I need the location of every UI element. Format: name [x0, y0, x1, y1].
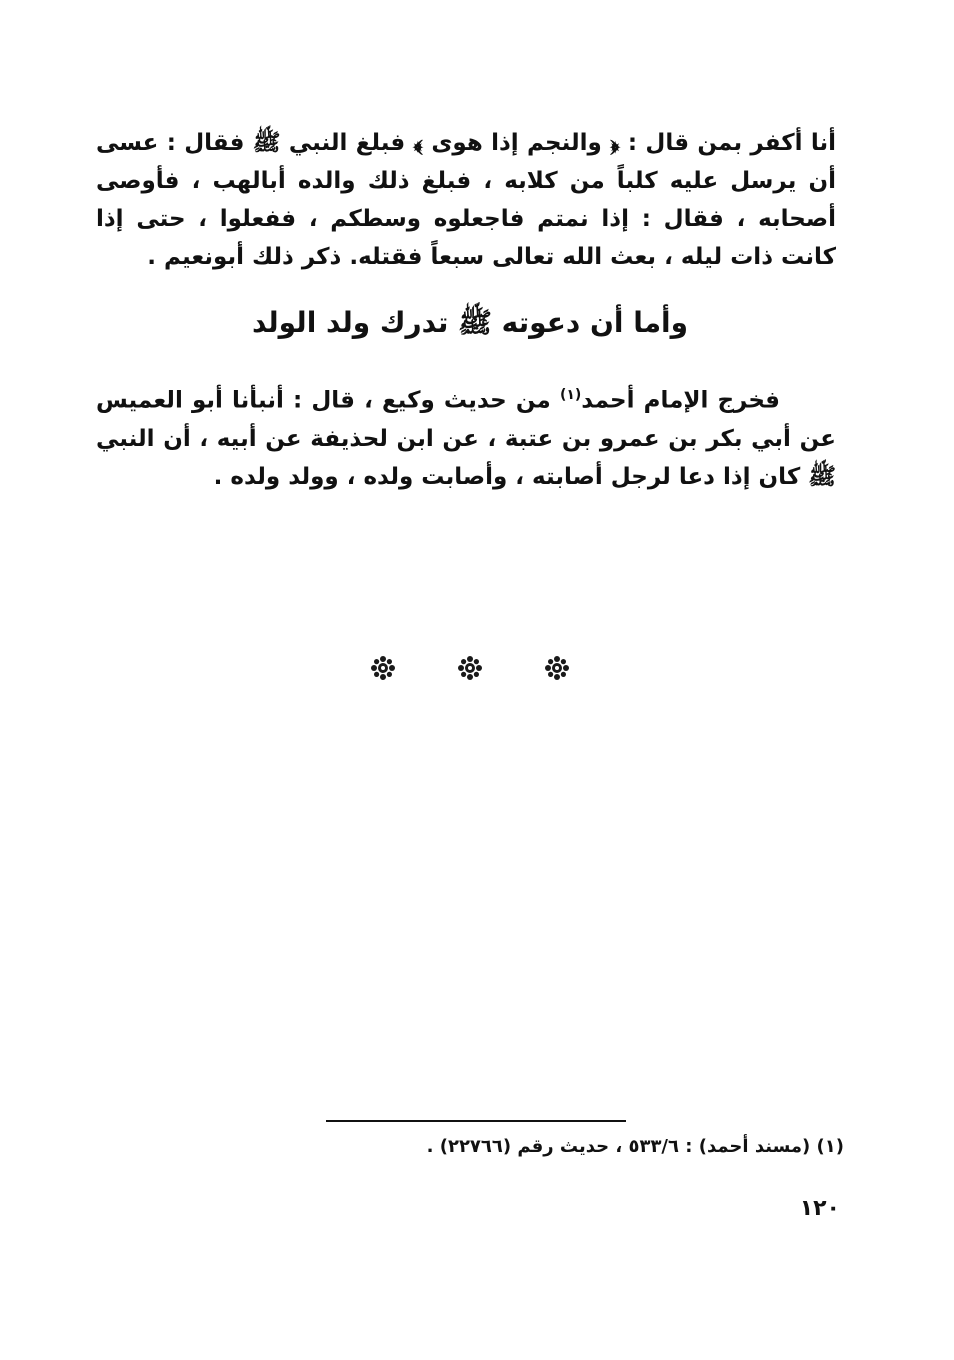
paragraph-2-lead: فخرج الإمام أحمد [581, 387, 780, 414]
rosette-icon [457, 655, 483, 681]
footnote-separator [326, 1120, 626, 1122]
footnote-reference: (١) [559, 387, 582, 403]
page-number: ١٢٠ [799, 1196, 840, 1221]
body-paragraph-2 [96, 376, 836, 496]
section-divider-ornaments [370, 652, 570, 684]
body-paragraph-1: أنا أكفر بمن قال : ﴿ والنجم إذا هوى ﴾ فبلغ النبي ﷺ فقال : عسى أن يرسل عليه كلباً من كلابه ، فبلغ ذلك والده أبالهب ، فأوصى أصحابه ، فقال : إذا نمتم فاجعلوه وسطكم ، ففعلوا ، حتى إذا كانت ذات ليله ، بعث الله تعالى سبعاً فقتله. ذكر ذلك أبونعيم . [96, 130, 836, 270]
rosette-icon [370, 655, 396, 681]
rosette-icon [544, 655, 570, 681]
footnote: (١) (مسند أحمد) : ٥٣٣/٦ ، حديث رقم (٢٢٧٦٦) . [426, 1136, 844, 1157]
section-heading: وأما أن دعوته ﷺ تدرك ولد الولد [251, 306, 689, 339]
paragraph-2-rest: من حديث وكيع ، قال : أنبأنا أبو العميس عن أبي بكر بن عمرو بن عتبة ، عن ابن لحذيفة عن أبيه ، أن النبي ﷺ كان إذا دعا لرجل أصابته ، وأصابت ولده ، وولد ولده . [96, 387, 836, 490]
